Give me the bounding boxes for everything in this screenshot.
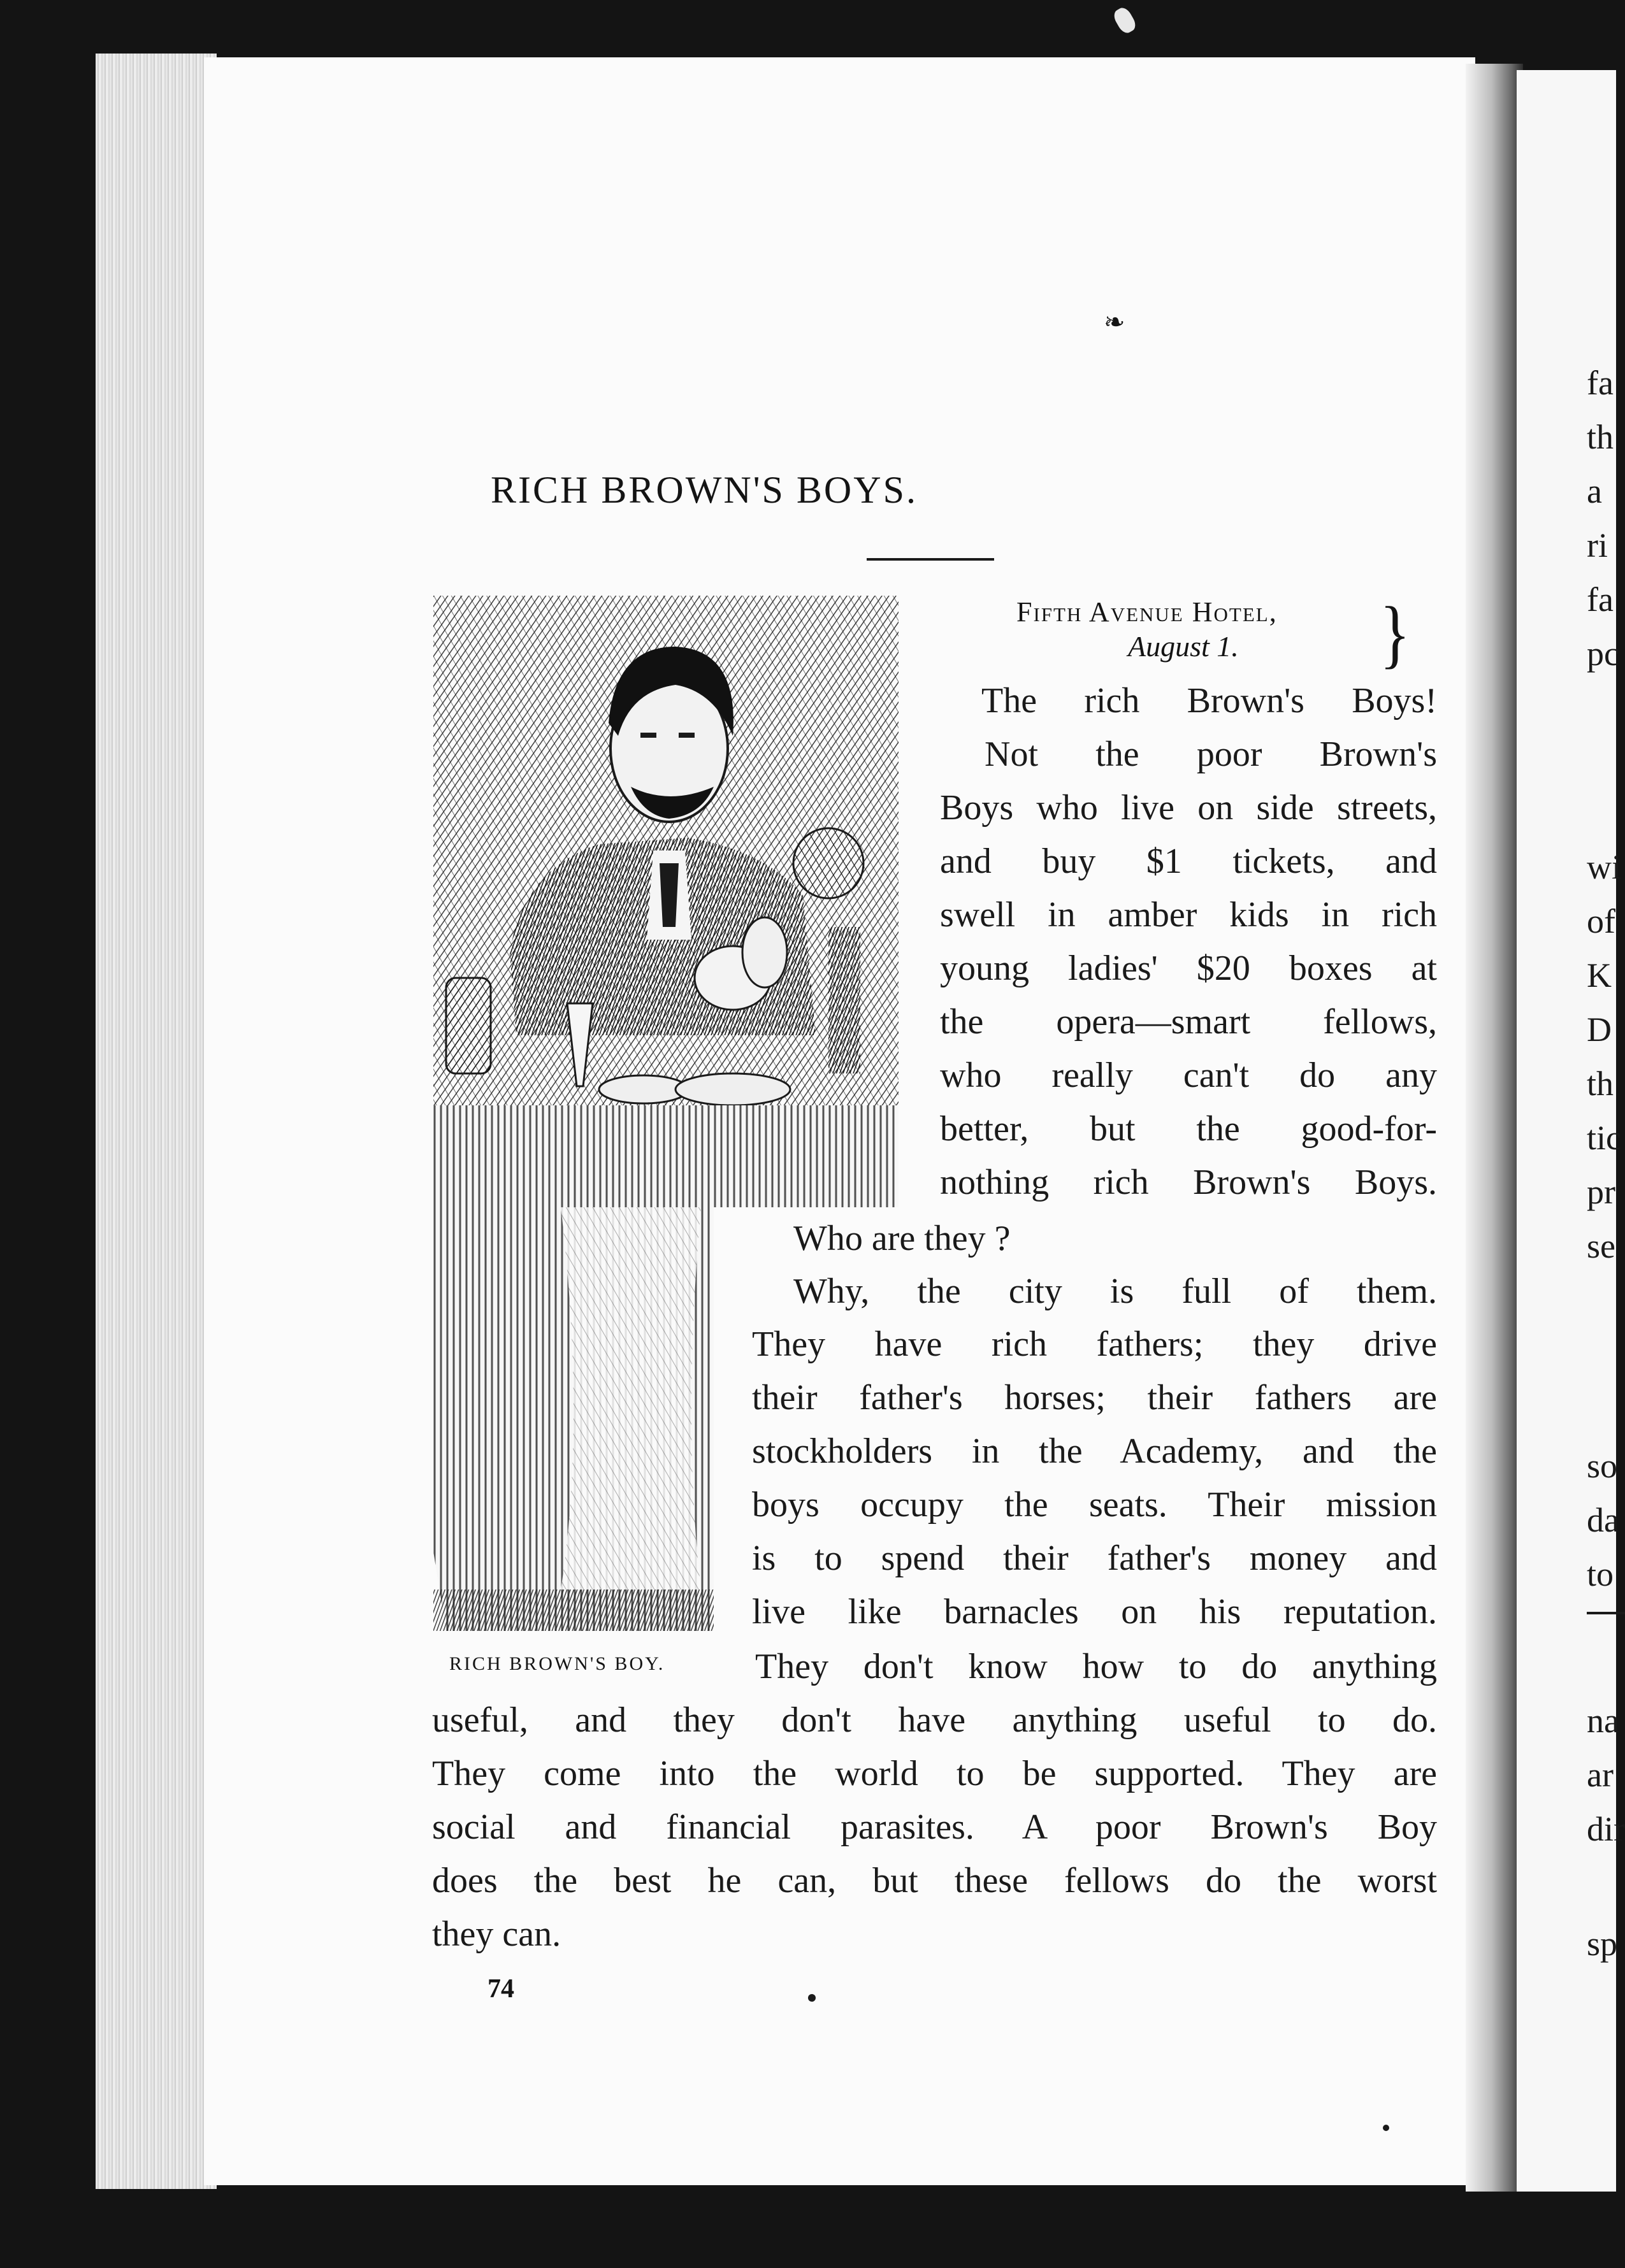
facing-fragment: th: [1587, 1065, 1614, 1103]
ink-speck: [1383, 2125, 1389, 2131]
body-line: live like barnacles on his reputation.: [752, 1592, 1437, 1632]
title-rule: [867, 558, 994, 561]
facing-rule: [1587, 1612, 1625, 1614]
body-line: useful, and they don't have anything useful to do.: [432, 1700, 1437, 1740]
facing-fragment: pr: [1587, 1173, 1615, 1211]
dateline-date: August 1.: [1128, 630, 1239, 663]
engraving-illustration: [433, 596, 899, 1631]
page-number: 74: [487, 1974, 514, 2004]
facing-fragment: da: [1587, 1501, 1619, 1539]
body-line: They come into the world to be supported. They are: [432, 1754, 1437, 1793]
body-line: swell in amber kids in rich: [940, 895, 1437, 935]
dateline-place: Fifth Avenue Hotel,: [1016, 596, 1278, 628]
facing-fragment: wi: [1587, 848, 1621, 886]
paper-fleck: [1111, 5, 1139, 36]
facing-fragment: fa: [1587, 580, 1614, 619]
body-line: boys occupy the seats. Their mission: [752, 1485, 1437, 1525]
body-line: Not the poor Brown's: [985, 735, 1437, 774]
facing-fragment: sp: [1587, 1925, 1618, 1963]
body-line: does the best he can, but these fellows do the worst: [432, 1861, 1437, 1900]
facing-fragment: a: [1587, 472, 1602, 510]
body-line: they can.: [432, 1914, 561, 1954]
body-line: who really can't do any: [940, 1056, 1437, 1095]
body-line: They don't know how to do anything: [755, 1647, 1437, 1686]
body-line: better, but the good-for-: [940, 1109, 1437, 1149]
body-line: nothing rich Brown's Boys.: [940, 1163, 1437, 1202]
body-line: Who are they ?: [793, 1219, 1011, 1258]
body-line: Boys who live on side streets,: [940, 788, 1437, 828]
body-line: stockholders in the Academy, and the: [752, 1432, 1437, 1471]
facing-page: [1517, 70, 1625, 2192]
body-line: young ladies' $20 boxes at: [940, 949, 1437, 988]
body-line: Why, the city is full of them.: [793, 1272, 1437, 1311]
facing-fragment: pc: [1587, 635, 1619, 673]
facing-fragment: so: [1587, 1447, 1618, 1485]
facing-fragment: fa: [1587, 364, 1614, 402]
book-gutter: [1466, 64, 1523, 2192]
facing-fragment: K: [1587, 956, 1612, 994]
body-line: and buy $1 tickets, and: [940, 842, 1437, 881]
body-line: the opera—smart fellows,: [940, 1002, 1437, 1042]
facing-fragment: tic: [1587, 1119, 1621, 1157]
body-line: They have rich fathers; they drive: [752, 1324, 1437, 1364]
facing-fragment: D: [1587, 1010, 1612, 1049]
facing-fragment: ri: [1587, 526, 1608, 564]
facing-fragment: to: [1587, 1555, 1614, 1593]
illustration-caption: RICH BROWN'S BOY.: [449, 1653, 665, 1674]
body-line: social and financial parasites. A poor Brown's Boy: [432, 1807, 1437, 1847]
dateline-brace: }: [1380, 591, 1410, 676]
ink-speck: [808, 1994, 816, 2002]
facing-fragment: se: [1587, 1227, 1615, 1265]
facing-fragment: th: [1587, 418, 1614, 456]
page-edge: [96, 54, 217, 2189]
body-line: their father's horses; their fathers are: [752, 1378, 1437, 1418]
facing-fragment: dir: [1587, 1810, 1625, 1848]
facing-fragment: ar: [1587, 1756, 1614, 1794]
page-title: RICH BROWN'S BOYS.: [491, 469, 918, 511]
body-line: is to spend their father's money and: [752, 1539, 1437, 1578]
ornament: ❧: [1104, 308, 1125, 336]
body-line: The rich Brown's Boys!: [981, 681, 1437, 721]
facing-fragment: na: [1587, 1702, 1619, 1740]
facing-fragment: of: [1587, 902, 1615, 940]
